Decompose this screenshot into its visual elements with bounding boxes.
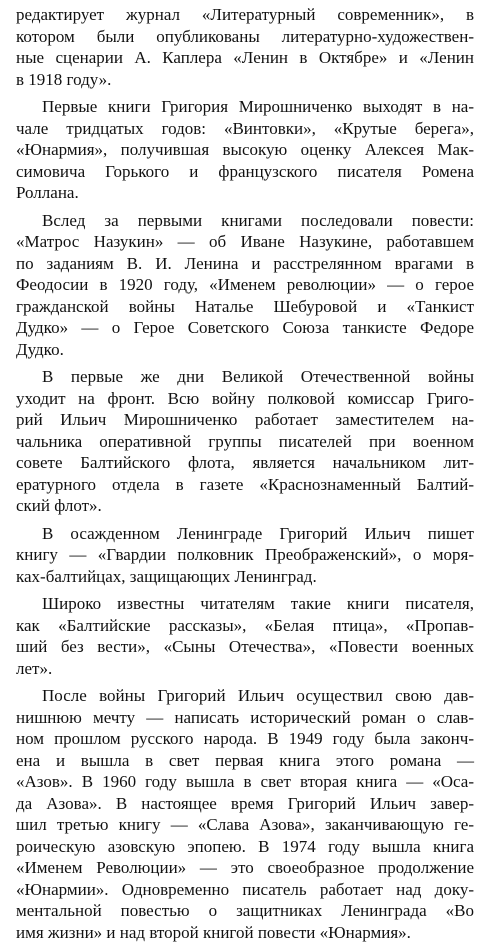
- text-line: совете Балтийского флота, является начальником лит-: [16, 453, 474, 472]
- text-line: Дудко» — о Герое Советского Союза танкисте Федоре: [16, 318, 474, 337]
- text-line: рий Ильич Мирошниченко работает заместителем на-: [16, 410, 474, 429]
- text-line: нишнюю мечту — написать исторический роман о слав-: [16, 707, 474, 727]
- text-line: книгу — «Гвардии полковник Преображенский», о моря-: [16, 545, 474, 564]
- text-line: Феодосии в 1920 году, «Именем революции» — о герое: [16, 275, 474, 294]
- text-line: ературного отдела в газете «Краснознаменный Балтий-: [16, 474, 474, 494]
- text-line: ена и вышла в свет первая книга этого романа —: [16, 750, 474, 770]
- paragraph-1: [16, 4, 474, 90]
- text-line: по заданиям В. И. Ленина и расстрелянном врагами в: [16, 253, 474, 273]
- text-line: котором были опубликованы литературно-художествен-: [16, 26, 474, 46]
- text-line: шил третью книгу — «Слава Азова», заканчивающую ге-: [16, 815, 474, 834]
- paragraph-5: [16, 523, 474, 588]
- text-line: После войны Григорий Ильич осуществил свою дав-: [42, 686, 474, 705]
- text-line: ном прошлом русского народа. В 1949 году была законч-: [16, 729, 474, 748]
- text-line: В первые же дни Великой Отечественной войны: [42, 367, 474, 386]
- text-line: ные сценарии А. Каплера «Ленин в Октябре» и «Ленин: [16, 48, 474, 67]
- paragraph-7: [16, 685, 474, 943]
- text-line: как «Балтийские рассказы», «Белая птица», «Пропав-: [16, 615, 474, 635]
- text-line: Широко известны читателям такие книги писателя,: [42, 594, 474, 613]
- text-line: «Азов». В 1960 году вышла в свет вторая книга — «Оса-: [16, 772, 474, 791]
- text-line: Дудко.: [16, 339, 64, 359]
- text-line: «Юнармии». Одновременно писатель работает над доку-: [16, 879, 474, 899]
- text-line: ментальной повестью о защитниках Ленинграда «Во: [16, 901, 474, 920]
- text-line: ках-балтийцах, защищающих Ленинград.: [16, 566, 317, 586]
- paragraph-4: [16, 366, 474, 517]
- text-line: Вслед за первыми книгами последовали повести:: [42, 210, 474, 230]
- text-line: чале тридцатых годов: «Винтовки», «Крутые берега»,: [16, 118, 474, 138]
- text-line: лет».: [16, 658, 53, 678]
- text-line: «Именем Революции» — это своеобразное продолжение: [16, 858, 474, 877]
- paragraph-2: [16, 96, 474, 204]
- paragraph-6: [16, 593, 474, 679]
- text-line: имя жизни» и над второй книгой повести «Юнармия».: [16, 922, 411, 942]
- text-line: «Юнармия», получившая высокую оценку Алексея Мак-: [16, 140, 474, 159]
- text-line: да Азова». В настоящее время Григорий Ильич завер-: [16, 793, 474, 813]
- text-line: «Матрос Назукин» — об Иване Назукине, работавшем: [16, 232, 474, 251]
- text-line: симовича Горького и французского писателя Ромена: [16, 161, 474, 181]
- text-line: ский флот».: [16, 496, 102, 515]
- text-line: Первые книги Григория Мирошниченко выходят в на-: [42, 97, 474, 116]
- text-line: чальника оперативной группы писателей при военном: [16, 431, 474, 451]
- text-line: Роллана.: [16, 183, 79, 202]
- text-line: В осажденном Ленинграде Григорий Ильич пишет: [42, 523, 474, 543]
- text-line: редактирует журнал «Литературный современник», в: [16, 5, 474, 24]
- paragraph-3: [16, 210, 474, 361]
- text-line: в 1918 году».: [16, 69, 112, 89]
- book-page: [16, 4, 474, 949]
- text-line: уходит на фронт. Всю войну полковой комиссар Григо-: [16, 388, 474, 408]
- text-line: роическую азовскую эпопею. В 1974 году вышла книга: [16, 836, 474, 856]
- text-line: гражданской войны Наталье Шебуровой и «Танкист: [16, 296, 474, 316]
- text-line: ший без вести», «Сыны Отечества», «Повести военных: [16, 637, 474, 656]
